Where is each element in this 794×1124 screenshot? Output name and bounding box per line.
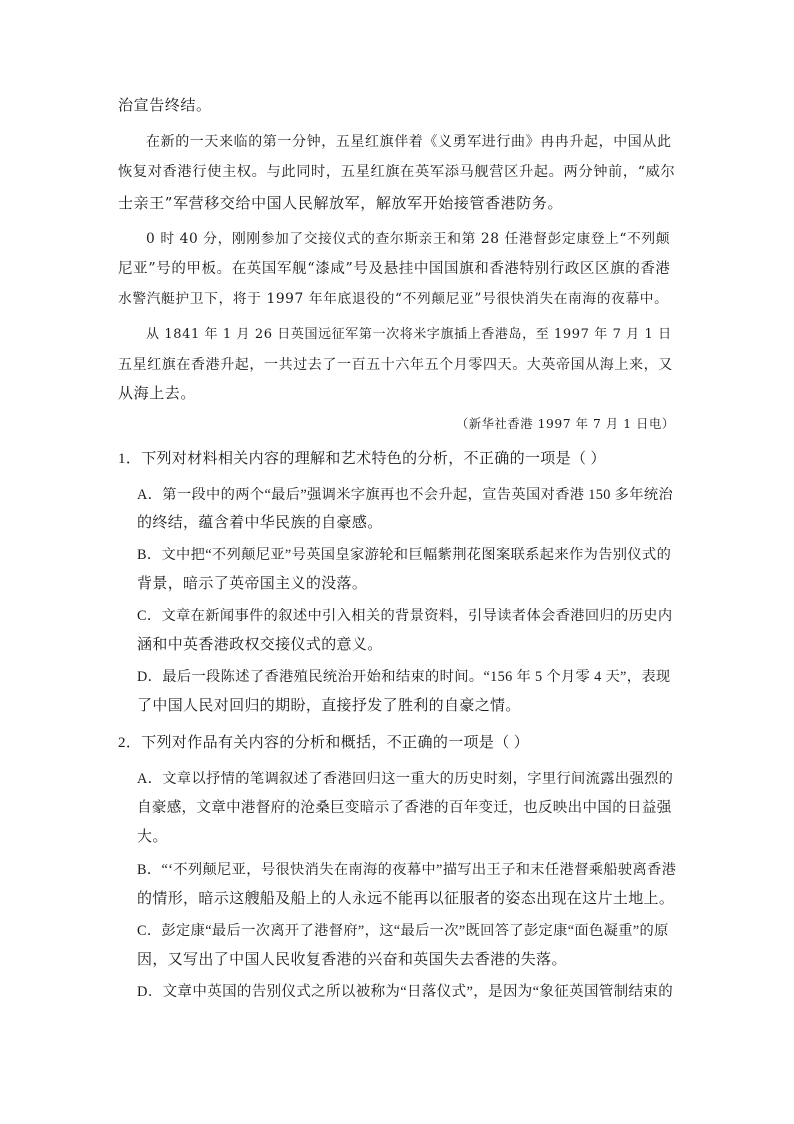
option-line: 大。 (137, 829, 168, 845)
article-line: 在新的一天来临的第一分钟，五星红旗伴着《义勇军进行曲》冉冉升起，中国从此 (146, 134, 672, 150)
option-line: 的终结，蕴含着中华民族的自豪感。 (137, 515, 383, 531)
article-line: 水警汽艇护卫下，将于 1997 年年底退役的“不列颠尼亚”号很快消失在南海的夜幕中。 (118, 291, 669, 307)
option-line: D．文章中英国的告别仪式之所以被称为“日落仪式”，是因为“象征英国管制结束的 (137, 984, 674, 1000)
article-line: 从海上去。 (118, 384, 197, 402)
option-line: 自豪感，文章中港督府的沧桑巨变暗示了香港的百年变迁，也反映出中国的日益强 (137, 800, 672, 816)
option-line: 背景，暗示了英帝国主义的没落。 (137, 576, 368, 592)
article-source: （新华社香港 1997 年 7 月 1 日电） (456, 417, 675, 431)
article-line: 从 1841 年 1 月 26 日英国远征军第一次将米字旗插上香港岛，至 1997 年 7 月 1 日 (146, 327, 672, 342)
option-line: 了中国人民对回归的期盼，直接抒发了胜利的自豪之情。 (137, 698, 521, 714)
article-line: 尼亚”号的甲板。在英国军舰“漆咸”号及悬挂中国国旗和香港特别行政区区旗的香港 (118, 261, 671, 277)
option-line: A．文章以抒情的笔调叙述了香港回归这一重大的历史时刻，字里行间流露出强烈的 (137, 771, 674, 787)
option-line: 因，又写出了中国人民收复香港的兴奋和英国失去香港的失落。 (137, 952, 567, 968)
option-line: A．第一段中的两个“最后”强调米字旗再也不会升起，宣告英国对香港 150 多年统治 (137, 487, 674, 503)
article-line: 恢复对香港行使主权。与此同时，五星红旗在英军添马舰营区升起。两分钟前，“威尔 (118, 164, 676, 180)
question-stem: 1．下列对材料相关内容的理解和艺术特色的分析，不正确的一项是（ ） (118, 451, 606, 467)
question-stem: 2．下列对作品有关内容的分析和概括，不正确的一项是（ ） (118, 735, 530, 751)
option-line: C．彭定康“最后一次离开了港督府”，这“最后一次”既回答了彭定康“面色凝重”的原 (137, 923, 669, 939)
option-line: B．“‘不列颠尼亚，号很快消失在南海的夜幕中”描写出王子和末任港督乘船驶离香港 (137, 862, 677, 878)
article-line: 0 时 40 分，刚刚参加了交接仪式的查尔斯亲王和第 28 任港督彭定康登上“不列颠 (146, 231, 671, 247)
option-line: C．文章在新闻事件的叙述中引入相关的背景资料，引导读者体会香港回归的历史内 (137, 608, 673, 624)
article-line: 治宣告终结。 (118, 96, 212, 114)
option-line: D．最后一段陈述了香港殖民统治开始和结束的时间。“156 年 5 个月零 4 天”，表现 (137, 669, 671, 685)
article-line: 士亲王”军营移交给中国人民解放军，解放军开始接管香港防务。 (118, 194, 564, 212)
option-line: B．文中把“不列颠尼亚”号英国皇家游轮和巨幅紫荆花图案联系起来作为告别仪式的 (137, 547, 672, 563)
option-line: 的情形，暗示这艘船及船上的人永远不能再以征服者的姿态出现在这片土地上。 (137, 891, 675, 907)
option-line: 涵和中英香港政权交接仪式的意义。 (137, 637, 383, 653)
article-line: 五星红旗在香港升起，一共过去了一百五十六年五个月零四天。大英帝国从海上来，又 (118, 357, 673, 373)
